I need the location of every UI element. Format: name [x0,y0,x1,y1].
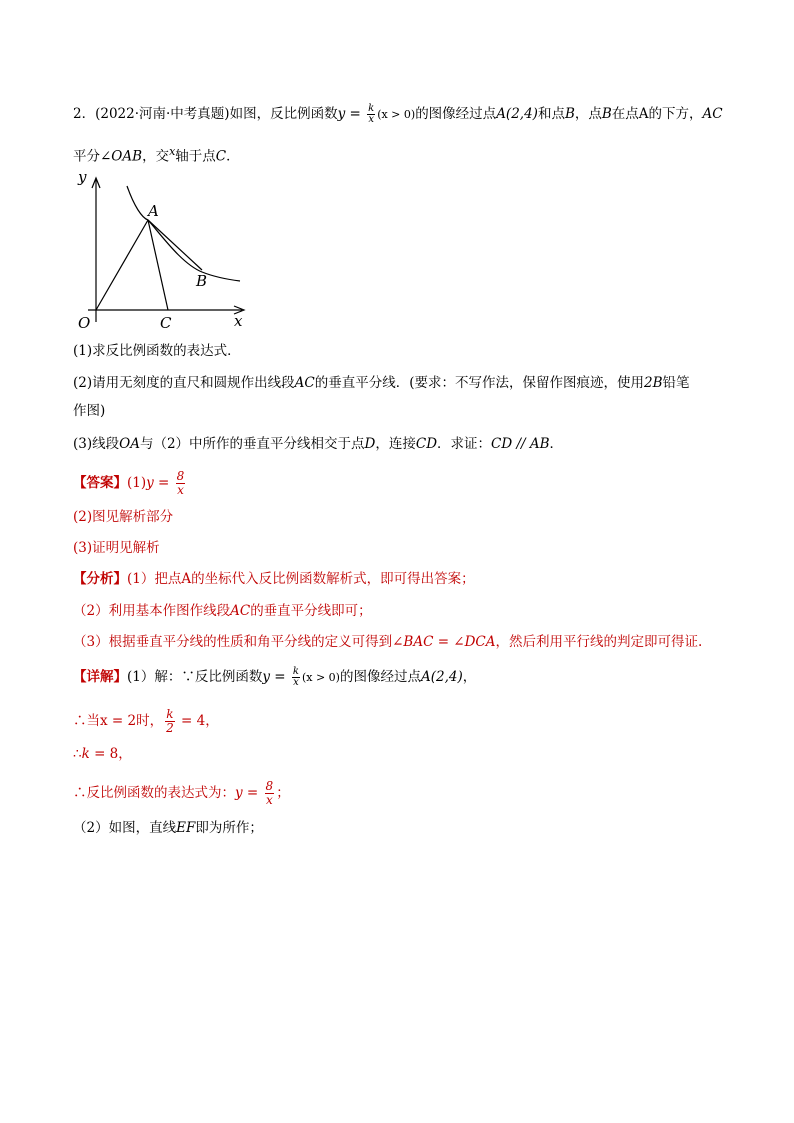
problem-source: (2022·河南·中考真题) [95,106,230,122]
answer-3 [73,538,160,558]
line-ef: EF [176,820,196,836]
fraction-k-over-x [292,667,300,688]
stem-text: 在点A的下方， [611,106,703,122]
detail-tag: 【详解】 [73,669,127,685]
q3-text: (3)线段 [73,436,120,452]
math-x-eq-2: x = 2 [100,713,137,729]
frac-den: x [368,114,374,125]
detail-text: ， [462,669,477,685]
q3-text: ，连接 [375,436,416,452]
frac-den: x [293,677,299,688]
detail-text: ； [276,785,290,801]
detail-4 [73,780,290,807]
frac-num: k [292,666,299,677]
label-c: C [160,314,172,332]
point-b: B [601,106,612,122]
q2-text: 的垂直平分线．(要求：不写作法，保留作图痕迹，使用 [314,375,644,391]
point-b: B [564,106,575,122]
segment-oa [96,220,148,310]
label-x: x [234,312,243,330]
answer-tag: 【答案】 [73,475,127,491]
detail-text: 即为所作； [195,820,263,836]
label-y: y [78,168,87,186]
answer-1 [73,470,187,497]
frac-den: 2 [166,721,174,735]
stem-text: 和点 [537,106,565,122]
point-d: D [364,436,376,452]
segment-ac: AC [702,106,723,122]
analysis-1 [73,569,475,589]
geometry-figure [72,166,262,336]
hyperbola-curve [127,186,240,281]
q2-text: (2)请用无刻度的直尺和圆规作出线段 [73,375,295,391]
stem-text: 平分 [73,148,100,165]
stem-text: 的图像经过点 [415,106,497,122]
point-a: A(2,4) [496,106,538,122]
problem-stem-line2 [73,142,240,167]
segment-ac: AC [294,375,315,391]
math-y: y [235,785,243,801]
frac-num: 8 [265,779,274,793]
problem-stem-line1 [73,104,723,125]
detail-text: 的图像经过点 [339,669,421,685]
fraction-k-over-x [367,104,375,125]
parallel-claim: CD // AB [491,436,550,452]
math-y: y [146,475,154,491]
analysis-text: （2）利用基本作图作线段 [73,603,231,619]
answer-3-text: (3)证明见解析 [73,540,160,556]
label-b: B [196,272,208,290]
math-eq: = [270,669,290,685]
domain: (x > 0) [377,108,416,121]
angle-oab: ∠OAB [100,148,143,165]
question-3 [73,434,563,454]
detail-text: ∴ [73,746,82,762]
label-a: A [148,202,159,220]
analysis-tag: 【分析】 [73,571,127,587]
detail-text: ∴当 [73,713,100,729]
analysis-text: ，然后利用平行线的判定即可得证. [495,634,703,650]
frac-num: 8 [176,469,185,483]
stem-text: ，交 [142,148,170,165]
detail-text: （2）如图，直线 [73,820,177,836]
detail-2 [73,708,219,735]
label-o: O [78,314,91,332]
fraction-8-over-x [265,780,275,807]
q3-text: ． [549,436,564,452]
frac-num: k [368,103,375,114]
domain: (x > 0) [301,671,340,684]
math-y: y [262,669,270,685]
pencil-2b: 2B [644,375,663,391]
math-eq: = [242,785,263,801]
stem-text: ，点 [574,106,602,122]
math-eq: = [345,106,366,122]
stem-text: ． [226,148,240,165]
stem-text: 如图，反比例函数 [229,106,338,122]
q1-text: (1)求反比例函数的表达式． [73,343,241,359]
segment-ac-line [148,220,168,310]
frac-num: k [166,707,174,721]
analysis-text: 的垂直平分线即可； [250,603,372,619]
stem-text: 轴于点 [175,148,216,165]
q2-text: 铅笔 [662,375,690,391]
detail-text: ∴反比例函数的表达式为： [73,785,235,801]
q2-text: 作图) [73,403,106,419]
detail-text: = 8， [89,746,132,762]
answer-2-text: (2)图见解析部分 [73,509,174,525]
detail-text: (1）解：∵反比例函数 [127,669,263,685]
detail-text: = 4， [176,713,219,729]
analysis-text: (1）把点A的坐标代入反比例函数解析式，即可得出答案； [127,571,475,587]
analysis-text: （3）根据垂直平分线的性质和角平分线的定义可得到 [73,634,393,650]
analysis-2 [73,601,372,621]
math-k: k [81,746,90,762]
detail-1 [73,667,476,688]
segment-oa: OA [119,436,140,452]
detail-5 [73,818,263,838]
point-a: A(2,4) [420,669,463,685]
segment-ac: AC [230,603,251,619]
frac-den: x [177,483,184,497]
q3-text: 与（2）中所作的垂直平分线相交于点 [139,436,365,452]
segment-ab [148,220,202,270]
answer-prefix: (1) [127,475,147,491]
question-1 [73,341,241,361]
angle-equality: ∠BAC = ∠DCA [392,634,496,650]
question-2 [73,373,690,393]
q3-text: ．求证： [437,436,492,452]
math-x: x [169,145,176,158]
fraction-8-over-x [176,470,186,497]
frac-den: x [265,793,273,807]
math-eq: = [153,475,174,491]
point-c: C [215,148,227,165]
question-2-cont [73,401,105,421]
answer-2 [73,507,173,527]
math-y: y [337,106,346,122]
detail-3 [73,744,132,764]
segment-cd: CD [415,436,438,452]
analysis-3 [73,632,702,652]
fraction-k-over-2 [165,708,175,735]
detail-text: 时， [136,713,164,729]
problem-number: 2． [73,106,96,122]
